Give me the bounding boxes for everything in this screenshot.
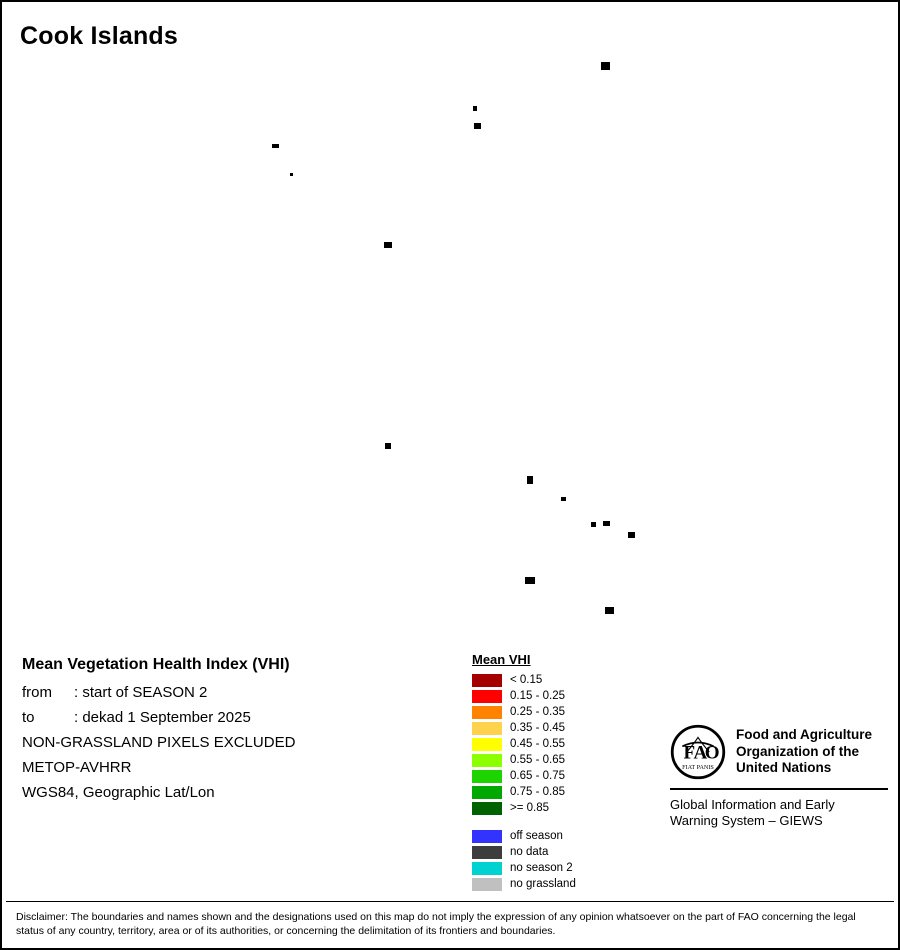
caption-sensor: METOP-AVHRR	[22, 759, 132, 776]
fao-logo-row	[670, 724, 888, 780]
caption-to-row	[22, 709, 452, 726]
legend-class-swatch	[472, 706, 502, 719]
legend-class-label: >= 0.85	[510, 802, 550, 814]
fao-name-line3: United Nations	[736, 760, 832, 776]
legend-class-item	[472, 784, 652, 800]
island-rarotonga	[525, 577, 535, 584]
island-penrhyn	[601, 62, 610, 70]
legend-class-item	[472, 736, 652, 752]
map-caption	[22, 656, 452, 809]
caption-heading: Mean Vegetation Health Index (VHI)	[22, 656, 290, 673]
island-mitiaro	[591, 522, 596, 527]
legend-class-label: 0.65 - 0.75	[510, 770, 565, 782]
giews-line2: Warning System – GIEWS	[670, 813, 823, 829]
legend-class-swatch	[472, 738, 502, 751]
legend-extra-swatch	[472, 830, 502, 843]
caption-to-key: to	[22, 709, 35, 726]
legend-class-swatch	[472, 754, 502, 767]
legend-extra-swatch	[472, 846, 502, 859]
island-aitutaki	[527, 476, 533, 484]
legend-extra-label: no data	[510, 846, 549, 858]
legend-class-item	[472, 752, 652, 768]
legend-extra-item	[472, 860, 652, 876]
legend-class-label: 0.45 - 0.55	[510, 738, 565, 750]
fao-name-line2: Organization of the	[736, 743, 859, 759]
legend-extra-label: no grassland	[510, 878, 576, 890]
map-legend	[472, 652, 652, 892]
island-manuae	[561, 497, 566, 501]
island-manihiki	[474, 123, 481, 129]
legend-extra-list	[472, 828, 652, 892]
caption-from-key: from	[22, 684, 52, 701]
legend-extra-label: no season 2	[510, 862, 573, 874]
giews-text	[670, 797, 888, 830]
island-palmerston	[385, 443, 391, 449]
legend-class-swatch	[472, 674, 502, 687]
island-rakahanga	[473, 106, 477, 111]
legend-class-swatch	[472, 690, 502, 703]
caption-exclusion: NON-GRASSLAND PIXELS EXCLUDED	[22, 734, 296, 751]
legend-class-item	[472, 704, 652, 720]
legend-class-item	[472, 688, 652, 704]
map-canvas[interactable]	[6, 6, 894, 626]
legend-class-list	[472, 672, 652, 816]
page-title: Cook Islands	[20, 22, 178, 50]
legend-class-label: 0.75 - 0.85	[510, 786, 565, 798]
fao-name	[736, 727, 872, 778]
giews-line1: Global Information and Early	[670, 797, 835, 812]
legend-extra-swatch	[472, 878, 502, 891]
fao-branding	[670, 724, 888, 830]
legend-class-item	[472, 720, 652, 736]
legend-class-swatch	[472, 770, 502, 783]
disclaimer-text: Disclaimer: The boundaries and names shown and the designations used on this map do not imply the expression of any opinion whatsoever on the part of FAO concerning the legal status of any country, territory, area or of its authorities, or concerning the delimitation of its frontiers and boundaries.	[16, 911, 856, 938]
legend-extra-item	[472, 844, 652, 860]
legend-class-label: < 0.15	[510, 674, 543, 686]
fao-divider	[670, 788, 888, 790]
legend-class-label: 0.35 - 0.45	[510, 722, 565, 734]
svg-text:FIAT PANIS: FIAT PANIS	[682, 764, 714, 771]
legend-class-swatch	[472, 786, 502, 799]
legend-class-label: 0.55 - 0.65	[510, 754, 565, 766]
caption-from-value: : start of SEASON 2	[74, 684, 208, 701]
fao-name-line1: Food and Agriculture	[736, 726, 872, 742]
legend-class-swatch	[472, 722, 502, 735]
island-mauke	[628, 532, 635, 538]
caption-projection: WGS84, Geographic Lat/Lon	[22, 784, 215, 801]
svg-text:F: F	[683, 742, 696, 764]
legend-extra-swatch	[472, 862, 502, 875]
island-nassau	[290, 173, 293, 176]
legend-class-swatch	[472, 802, 502, 815]
disclaimer-divider	[6, 901, 894, 902]
legend-class-label: 0.25 - 0.35	[510, 706, 565, 718]
island-suwarrow	[384, 242, 392, 248]
caption-from-row	[22, 684, 452, 701]
island-pukapuka	[272, 144, 279, 148]
svg-text:O: O	[704, 742, 720, 764]
legend-extra-label: off season	[510, 830, 563, 842]
legend-class-item	[472, 672, 652, 688]
island-atiu	[603, 521, 610, 526]
legend-class-label: 0.15 - 0.25	[510, 690, 565, 702]
legend-extra-item	[472, 876, 652, 892]
legend-class-item	[472, 800, 652, 816]
island-mangaia	[605, 607, 614, 614]
legend-title: Mean VHI	[472, 652, 531, 667]
fao-emblem-icon	[670, 724, 726, 780]
legend-extra-item	[472, 828, 652, 844]
caption-to-value: : dekad 1 September 2025	[74, 709, 251, 726]
legend-class-item	[472, 768, 652, 784]
svg-text:A: A	[693, 742, 708, 764]
